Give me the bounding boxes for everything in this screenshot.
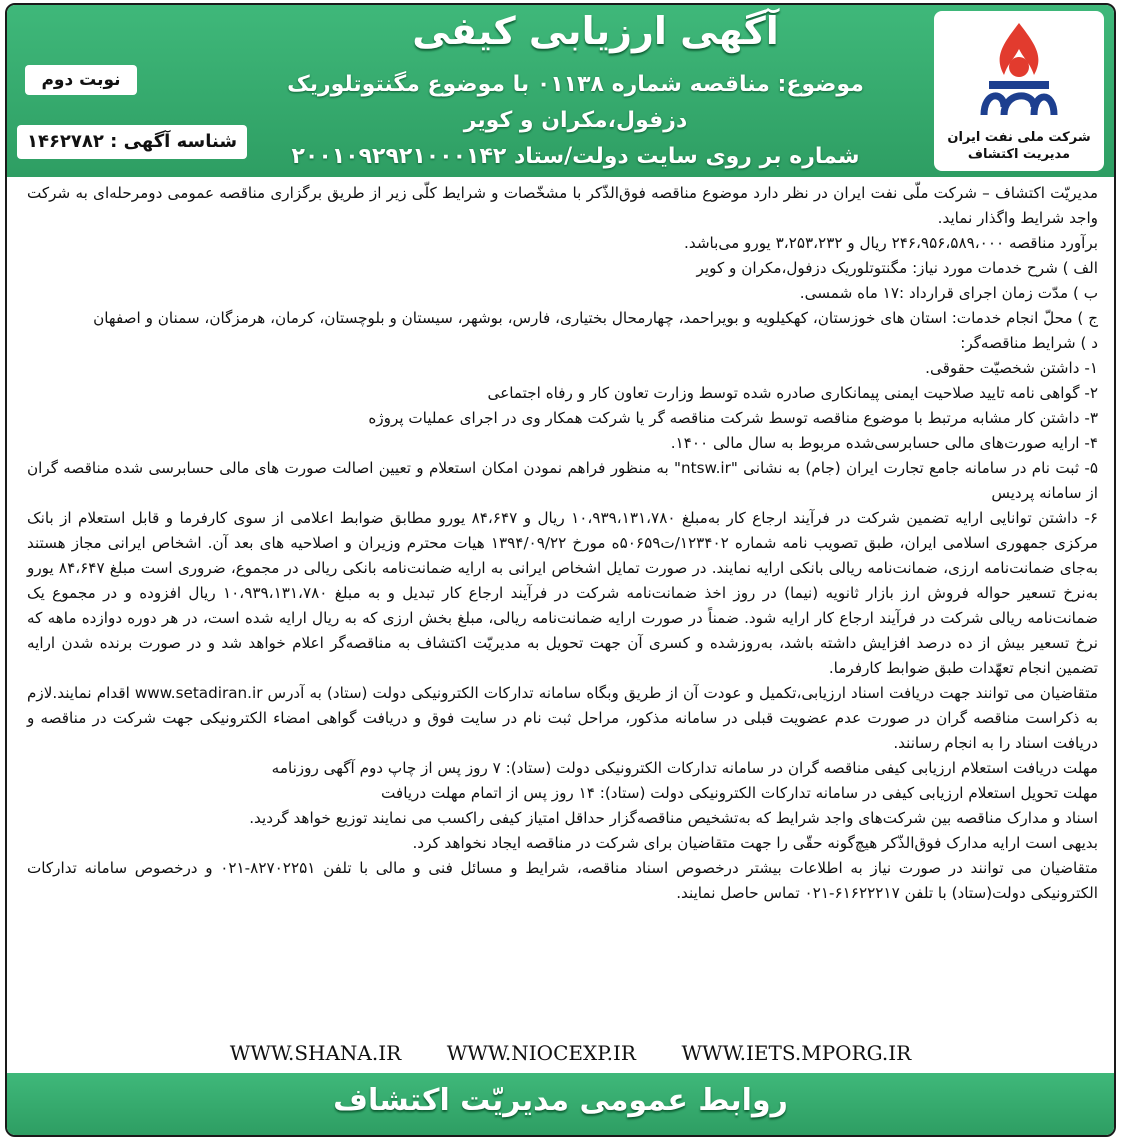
logo-line1: شرکت ملی نفت ایران: [947, 130, 1091, 145]
condition-2: ۲- گواهی نامه تایید صلاحیت ایمنی پیمانکاری صادره شده توسط وزارت تعاون کار و رفاه اجتماعی: [487, 384, 1098, 402]
distribution-paragraph: اسناد و مدارک مناقصه بین شرکت‌های واجد شرایط که به‌تشخیص مناقصه‌گزار حداقل امتیاز کیفی راکسب می نمایند توزیع خواهد گردید.: [249, 809, 1098, 827]
estimate-line: برآورد مناقصه ۲۴۶،۹۵۶،۵۸۹،۰۰۰ ریال و ۳،۲۵۳،۲۳۲ یورو می‌باشد.: [684, 234, 1098, 252]
deadline-receive: مهلت دریافت استعلام ارزیابی کیفی مناقصه گران در سامانه تدارکات الکترونیکی دولت (ستاد): ۷ روز پس از چاپ دوم آگهی روزنامه: [271, 759, 1098, 777]
clause-a: الف ) شرح خدمات مورد نیاز: مگنتوتلوریک دزفول،مکران و کویر: [696, 259, 1098, 277]
round-badge: نوبت دوم: [25, 65, 137, 95]
header-band: [7, 5, 1114, 177]
condition-1: ۱- داشتن شخصیّت حقوقی.: [925, 359, 1098, 377]
deadline-submit: مهلت تحویل استعلام ارزیابی کیفی در سامانه تدارکات الکترونیکی دولت (ستاد): ۱۴ روز پس از اتمام مهلت دریافت: [381, 784, 1098, 802]
footer-text: روابط عمومی مدیریّت اکتشاف: [333, 1083, 788, 1118]
company-logo: [934, 11, 1104, 171]
condition-6: ۶- داشتن توانایی ارایه تضمین شرکت در فرآیند ارجاع کار به‌مبلغ ۱۰،۹۳۹،۱۳۱،۷۸۰ ریال و ۸۴،۶۴۷ یورو مطابق ضوابط اعلامی از سوی کارفرما و قابل استعلام از بانک مرکزی جمهوری اسلامی ایران، طبق تصویب نامه شماره ۱۲۳۴۰۲/ت۵۰۶۵۹ه مورخ ۱۳۹۴/۰۹/۲۲ هیات محترم وزیران و اصلاحیه های بعد آن. اشخاص ایرانی مجاز هستند به‌جای ضمانت‌نامه ارزی، ضمانت‌نامه ریالی بانکی ارایه نمایند. در صورت تمایل اشخاص ایرانی به ارایه ضمانت‌نامه بانکی ریالی در مجموع، ضروری است مبلغ ۸۴،۶۴۷ یورو به‌نرخ تسعیر حواله فروش ارز بازار ثانویه (نیما) در روز اخذ ضمانت‌نامه شرکت در فرآیند ارجاع کار تبدیل و به مبلغ ۱۰،۹۳۹،۱۳۱،۷۸۰ ریال افزوده و در مجموع یک ضمانت‌نامه ریالی شرکت در فرآیند ارجاع کار ارایه شود. ضمناً در صورت ارایه ضمانت‌نامه ریالی، مبلغ بخش ارزی که به ریال ارایه شده است، در هر دوره دوازده ماهه که نرخ تسعیر بیش از ده درصد افزایش داشته باشد، به‌روزشده و کسری آن جهت تحویل به مدیریّت اکتشاف به مناقصه‌گر اعلام خواهد شد و در صورت برنده شدن ارایه تضمین انجام تعهّدات طبق ضوابط کارفرما.: [27, 509, 1098, 677]
advertisement: [5, 3, 1116, 1137]
website-links: [7, 1041, 1114, 1071]
clause-c: ج ) محلّ انجام خدمات: استان های خوزستان، کهکیلویه و بویراحمد، چهارمحال بختیاری، فارس، بوشهر، سیستان و بلوچستان، کرمان، هرمزگان، سمنان و اصفهان: [93, 309, 1098, 327]
subject-line2: شماره بر روی سایت دولت/ستاد ۲۰۰۱۰۹۲۹۲۱۰۰۰۱۴۲: [291, 144, 860, 169]
link-shana[interactable]: WWW.SHANA.IR: [229, 1041, 402, 1065]
ad-body: [27, 181, 1098, 906]
registration-paragraph: متقاضیان می توانند جهت دریافت اسناد ارزیابی،تکمیل و عودت آن از طریق وبگاه سامانه تدارکات الکترونیکی دولت (ستاد) به آدرس www.setadiran.ir اقدام نمایند.لازم به ذکراست مناقصه گران در صورت عدم عضویت قبلی در سامانه مذکور، مراحل ثبت نام در سایت فوق و دریافت گواهی امضاء الکترونیکی جهت شرکت در مناقصه و دریافت اسناد را به انجام رسانند.: [27, 684, 1098, 752]
condition-4: ۴- ارایه صورت‌های مالی حسابرسی‌شده مربوط به سال مالی ۱۴۰۰.: [670, 434, 1098, 452]
clause-d: د ) شرایط مناقصه‌گر:: [960, 334, 1098, 352]
condition-3: ۳- داشتن کار مشابه مرتبط با موضوع مناقصه توسط شرکت مناقصه گر یا شرکت همکار وی در اجرای عملیات پروژه: [368, 409, 1098, 427]
ad-id-badge: شناسه آگهی : ۱۴۶۲۷۸۲: [17, 125, 247, 159]
footer-band: [7, 1073, 1114, 1135]
condition-5: ۵- ثبت نام در سامانه جامع تجارت ایران (جام) به نشانی "ntsw.ir" به منظور فراهم نمودن امکان استعلام و تعیین اصالت صورت های مالی حسابرسی شده مناقصه گران از سامانه پردیس: [27, 459, 1098, 502]
link-iets[interactable]: WWW.IETS.MPORG.IR: [681, 1041, 912, 1065]
link-niocexp[interactable]: WWW.NIOCEXP.IR: [446, 1041, 636, 1065]
note-paragraph: بدیهی است ارایه مدارک فوق‌الذّکر هیچ‌گونه حقّی را جهت متقاضیان برای شرکت در مناقصه ایجاد نخواهد کرد.: [412, 834, 1098, 852]
intro-paragraph: مدیریّت اکتشاف – شرکت ملّی نفت ایران در نظر دارد موضوع مناقصه فوق‌الذّکر با مشخّصات و شرایط کلّی زیر از طریق برگزاری مناقصه عمومی دومرحله‌ای به شرکت واجد شرایط واگذار نماید.: [27, 184, 1098, 227]
ad-title: آگهی ارزیابی کیفی: [412, 9, 779, 53]
clause-b: ب ) مدّت زمان اجرای قرارداد :۱۷ ماه شمسی.: [799, 284, 1098, 302]
subject-line1: موضوع: مناقصه شماره ۰۱۱۳۸ با موضوع مگنتوتلوریک دزفول،مکران و کویر: [287, 72, 864, 133]
nioc-flame-icon: [964, 15, 1074, 125]
logo-line2: مدیریت اکتشاف: [967, 147, 1071, 162]
contact-paragraph: متقاضیان می توانند در صورت نیاز به اطلاعات بیشتر درخصوص اسناد مناقصه، شرایط و مسائل فنی و مالی با تلفن ۸۲۷۰۲۲۵۱-۰۲۱ و درخصوص سامانه تدارکات الکترونیکی دولت(ستاد) با تلفن ۶۱۶۲۲۲۱۷-۰۲۱ تماس حاصل نمایند.: [27, 859, 1098, 902]
ad-subject: [237, 67, 914, 175]
